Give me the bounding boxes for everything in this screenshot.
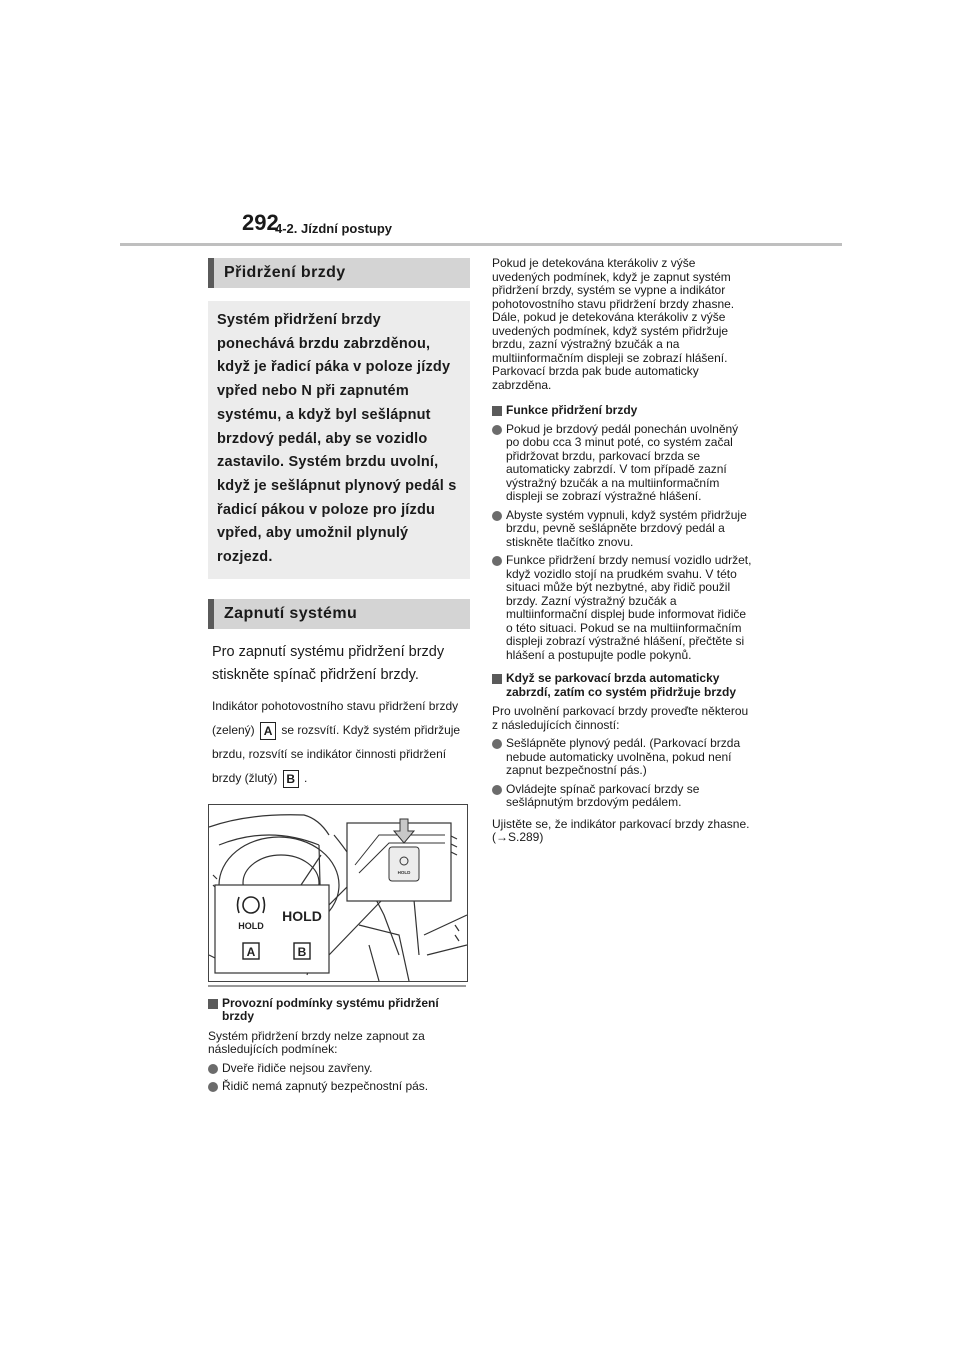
round-bullet-icon (208, 1064, 218, 1074)
indicator-callout-box (215, 885, 329, 973)
list-item (208, 1062, 470, 1076)
section-title-text: Přidržení brzdy (224, 264, 346, 281)
list-item (208, 1080, 470, 1094)
square-bullet-icon (208, 999, 218, 1009)
indicator-a-post-text: se rozsvítí. Když systém přidržuje brzdu, rozsvítí se indikátor činnosti přidržení brzdy (žlutý) (212, 722, 461, 785)
conditions-heading (208, 997, 470, 1024)
parking-brake-heading-text: Když se parkovací brzda automaticky zabrzdí, zatím co systém přidržuje brzdy (506, 671, 737, 699)
list-item (492, 737, 754, 778)
list-item-text: Funkce přidržení brzdy nemusí vozidlo udržet, když vozidlo stojí na prudkém svahu. V této situaci může být nezbytné, aby řidič použil brzdy. Zazní výstražný bzučák a multiinformační displej bude informovat řidiče o této situaci. Pokud se na multiinformačním displeji zobrazí výstražné hlášení, přečtěte si hlášení a postupujte podle pokynů. (506, 553, 752, 662)
right-column (492, 257, 754, 845)
square-bullet-icon (492, 674, 502, 684)
function-heading (492, 404, 754, 418)
round-bullet-icon (492, 425, 502, 435)
summary-box: Systém přidržení brzdy ponechává brzdu zabrzděnou, když je řadicí páka v poloze jízdy vpřed nebo N při zapnutém systému, a když byl sešlápnut brzdový pedál, aby se vozidlo zastavilo. Systém brzdu uvolní, když je sešlápnut plynový pedál s řadicí pákou v poloze pro jízdu vpřed, aby umožnil plynulý rozjezd. (208, 301, 470, 579)
list-item (492, 783, 754, 810)
dashboard-illustration (208, 804, 468, 982)
lead-paragraph: Pro zapnutí systému přidržení brzdy stiskněte spínač přidržení brzdy. (212, 643, 445, 683)
illustration-rule (208, 985, 466, 987)
label-b-badge: B (283, 770, 299, 788)
list-item-text: Sešlápněte plynový pedál. (Parkovací brzda nebude automaticky uvolněna, pokud není zapnut bezpečnostní pás.) (506, 736, 741, 777)
illus-label-b: B (297, 944, 307, 959)
list-item (492, 509, 754, 550)
function-heading-text: Funkce přidržení brzdy (506, 403, 638, 417)
list-item (492, 554, 754, 662)
list-item-text: Pokud je brzdový pedál ponechán uvolněný po dobu cca 3 minut poté, co systém začal přidržovat brzdu, parkovací brzda se automaticky zabrzdí. V tom případě zazní výstražný bzučák a na multiinformačním displeji se zobrazí výstražné hlášení. (506, 421, 739, 503)
section-title-enable-system (208, 599, 470, 629)
hold-active-icon: HOLD (282, 907, 322, 924)
dashboard-drawing (209, 805, 467, 981)
chapter-title: 4-2. Jízdní postupy (275, 221, 393, 236)
label-a-badge: A (260, 722, 276, 740)
indicator-b-post-text: . (304, 770, 308, 785)
conditions-intro: Systém přidržení brzdy nelze zapnout za následujících podmínek: (208, 1028, 425, 1057)
round-bullet-icon (492, 785, 502, 795)
list-item-text: Ovládejte spínač parkovací brzdy se sešlápnutým brzdovým pedálem. (506, 781, 700, 809)
list-item-text: Řidič nemá zapnutý bezpečnostní pás. (222, 1079, 429, 1094)
parking-brake-heading (492, 672, 754, 699)
outro-paragraph: Ujistěte se, že indikátor parkovací brzdy zhasne. (→S.289) (492, 816, 750, 844)
intro-paragraph: Pokud je detekována kterákoliv z výše uvedených podmínek, když je zapnut systém přidržení brzdy, systém se vypne a indikátor pohotovostního stavu přidržení brzdy zhasne. Dále, pokud je detekována kterákoliv z výše uvedených podmínek, když systém přidržuje brzdu, zazní výstražný bzučák a na multiinformačním displeji se zobrazí hlášení. Parkovací brzda pak bude automaticky zabrzděna. (492, 256, 735, 392)
header-rule (120, 243, 842, 246)
round-bullet-icon (492, 556, 502, 566)
list-item-text: Dveře řidiče nejsou zavřeny. (222, 1060, 373, 1075)
round-bullet-icon (208, 1082, 218, 1092)
switch-caption: HOLD (397, 869, 411, 875)
round-bullet-icon (492, 511, 502, 521)
conditions-heading-text: Provozní podmínky systému přidržení brzdy (222, 995, 439, 1024)
list-item-text: Abyste systém vypnuli, když systém přidržuje brzdu, pevně sešlápněte brzdový pedál a stiskněte tlačítko znovu. (506, 507, 747, 549)
illus-label-a: A (246, 944, 256, 959)
parking-intro: Pro uvolnění parkovací brzdy proveďte některou z následujících činností: (492, 704, 749, 732)
square-bullet-icon (492, 406, 502, 416)
section-title-brake-hold (208, 258, 470, 288)
icon-a-caption: HOLD (238, 920, 264, 931)
indicator-paragraph (208, 694, 470, 790)
left-column (208, 258, 470, 1094)
list-item (492, 423, 754, 504)
page-number: 292 (242, 210, 279, 235)
round-bullet-icon (492, 739, 502, 749)
section-title-text: Zapnutí systému (224, 604, 358, 622)
indicator-a-text: Indikátor pohotovostního stavu přidržení brzdy (zelený) (212, 698, 459, 737)
